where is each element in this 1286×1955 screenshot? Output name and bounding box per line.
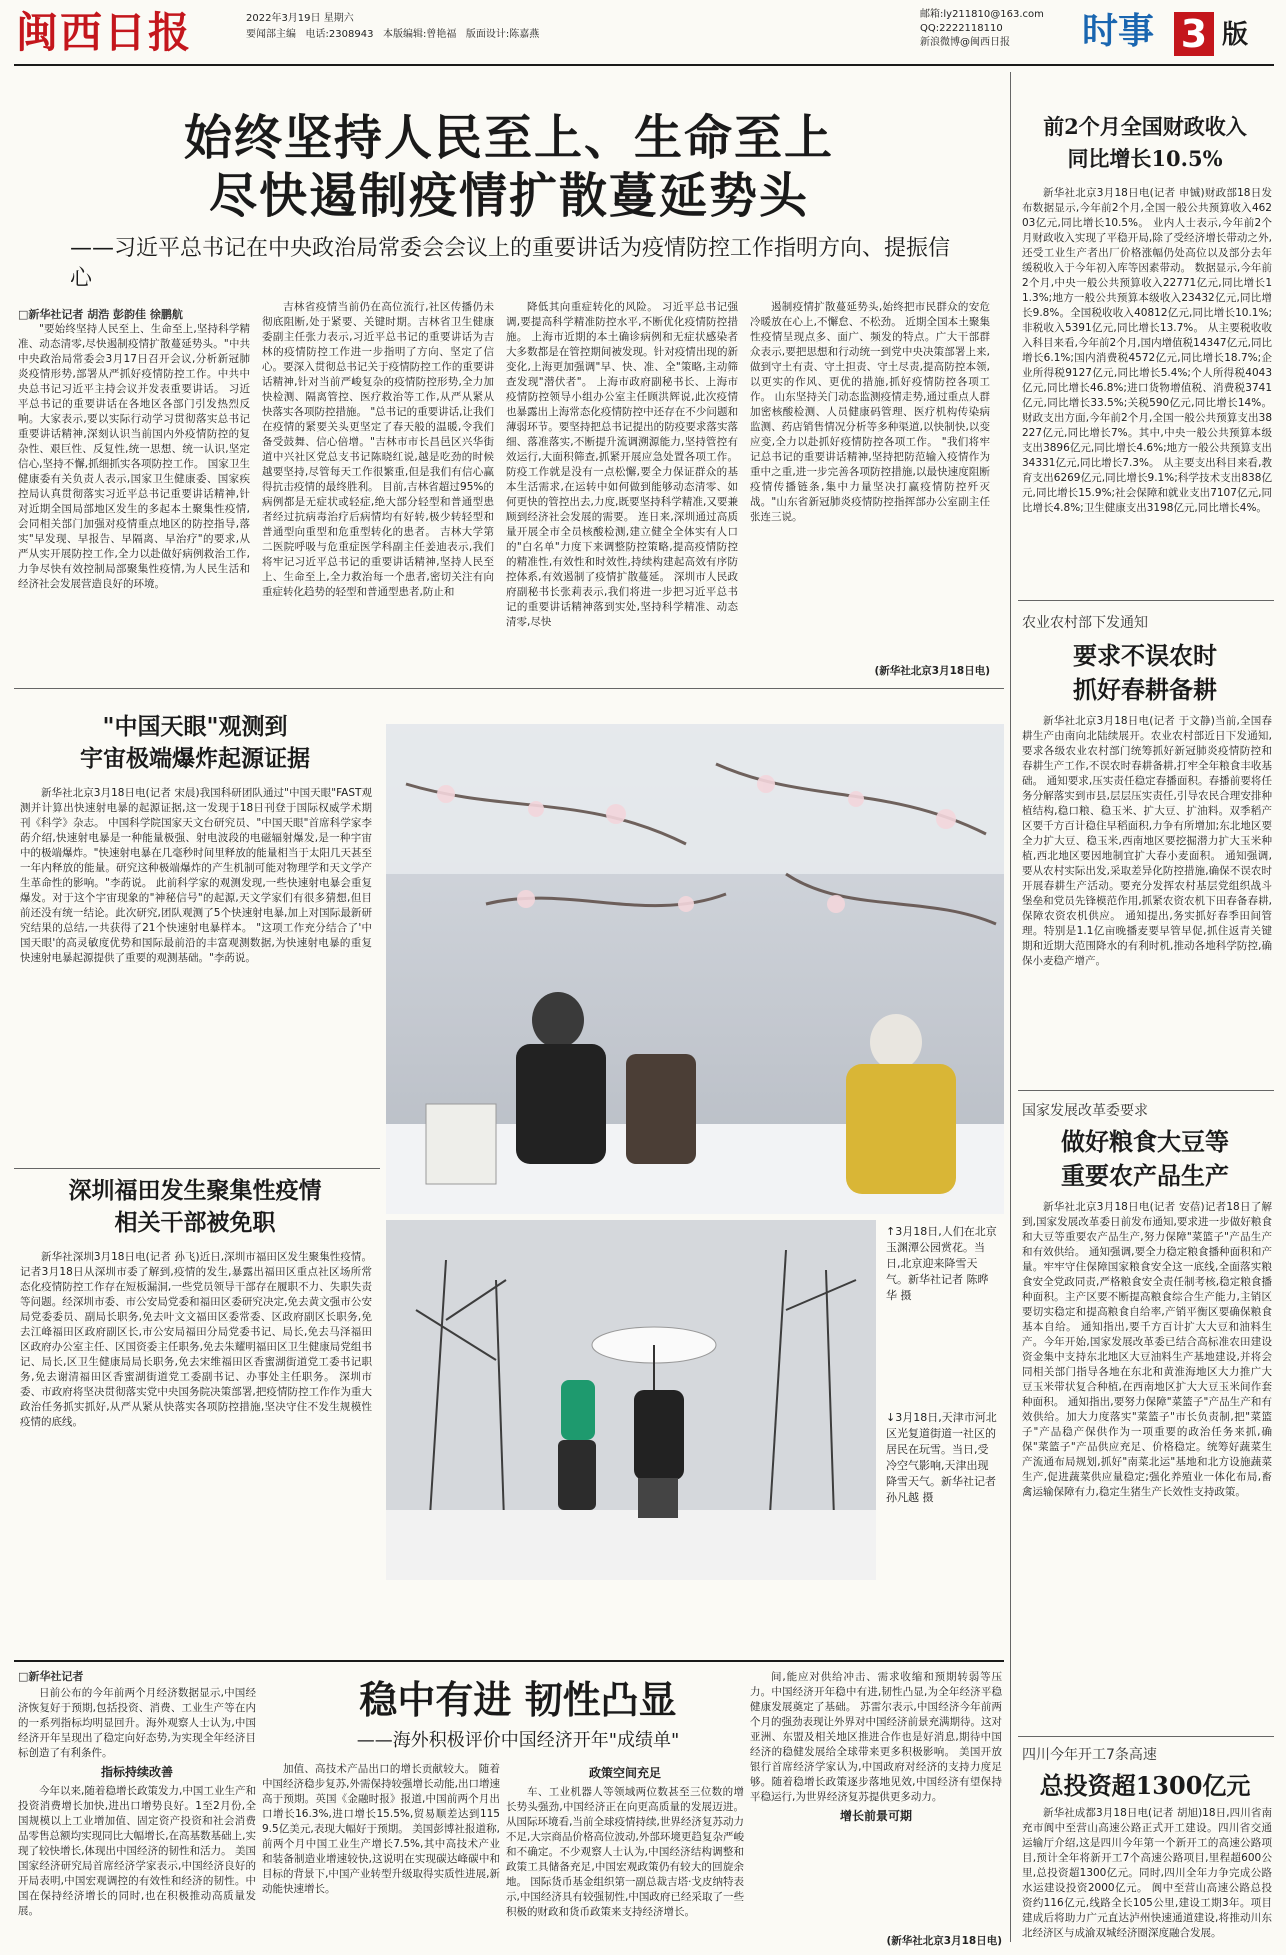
right-column-divider	[1010, 72, 1011, 1942]
ndrc-kicker: 国家发展改革委要求	[1022, 1103, 1148, 1119]
contact-weibo: 新浪微博@闽西日报	[920, 37, 1010, 48]
finance-article: 新华社北京3月18日电(记者 申铖)财政部18日发布数据显示,今年前2个月,全国一般公共预算收入46203亿元,同比增长10.5%。 业内人士表示,今年前2个月财政收入实现了平稳开局,除了受经济增长带动之外,还受工业生产者出厂价格涨幅仍处高位以及部分去年缓税收入于今年初入库等因素带动。 数据显示,今年前2个月,中央一般公共预算收入22771亿元,同比增长11.3%;地方一般公共预算本级收入23432亿元,同比增长9.8%。全国税收收入40812亿元,同比增长10.1%;非税收入5391亿元,同比增长13.7%。 从主要税收收入科目来看,今年前2个月,国内增值税14347亿元,同比增长6.1%;国内消费税4572亿元,同比增长18.7%;企业所得税9127亿元,同比增长5.4%;个人所得税4043亿元,同比增长46.8%;进口货物增值税、消费税3741亿元,同比增长33.5%;关税590亿元,同比增长14%。 财政支出方面,今年前2个月,全国一般公共预算支出38227亿元,同比增长7%。其中,中央一般公共预算本级支出3896亿元,同比增长4.6%;地方一般公共预算支出34331亿元,同比增长7.3%。 从主要支出科目来看,教育支出6269亿元,同比增长9.1%;科学技术支出838亿元,同比增长15.9%;社会保障和就业支出7107亿元,同比增长4.8%;卫生健康支出3198亿元,同比增长4%。	[1022, 187, 1272, 514]
finance-rule	[1018, 600, 1274, 601]
economy-column-2: 加值、高技术产品出口的增长贡献较大。 随着中国经济稳步复苏,外需保持较强增长动能,出口增速高于预期。英国《金融时报》报道,中国前两个月出口增长16.3%,进口增长15.5%,贸易顺差达到1159.5亿美元,表现大幅好于预期。 美国彭博社报道称,前两个月中国工业生产增长7.5%,其中高技术产业和装备制造业增速较快,这说明在实现碳达峰碳中和目标的背景下,中国产业转型升级取得实质性进展,新动能快速增长。	[262, 1763, 500, 1895]
economy-column-1: 日前公布的今年前两个月经济数据显示,中国经济恢复好于预期,包括投资、消费、工业生产等在内的一系列指标均明显回升。海外观察人士认为,中国经济开年呈现出了稳定向好态势,为实现全年经济目标创造了有利条件。 指标持续改善 今年以来,随着稳增长政策发力,中国工业生产和投资消费增长加快,进出口增势良好。1至2月份,全国规模以上工业增加值、固定资产投资和社会消费品零售总额均实现同比大幅增长,在高基数基础上,实现了较快增长,体现出中国经济的韧性和活力。 美国国家经济研究局首席经济学家表示,中国经济良好的开局表明,中国宏观调控的有效性和经济的韧性。中国在保持经济增长的同时,也在积极推动高质量发展。	[18, 1687, 256, 1917]
newspaper-logo: 闽西日报	[16, 8, 193, 57]
tianyan-headline-line2: 宇宙极端爆炸起源证据	[80, 745, 310, 772]
page-suffix: 版	[1222, 20, 1249, 50]
economy-section-3: 增长前景可期	[839, 1809, 912, 1823]
lead-headline-line2: 尽快遏制疫情扩散蔓延势头	[208, 168, 809, 224]
tianyan-headline-line1: "中国天眼"观测到	[102, 713, 288, 740]
lead-column-2: 吉林省疫情当前仍在高位流行,社区传播仍未彻底阻断,处于紧要、关键时期。吉林省卫生健康委副主任张力表示,习近平总书记的重要讲话为吉林的疫情防控工作进一步指明了方向、坚定了信心。要深入贯彻总书记关于疫情防控工作的重要讲话精神,针对当前严峻复杂的疫情防控形势,全力加快检测、隔离管控、医疗救治等工作,从严从紧从快落实各项防控措施。 "总书记的重要讲话,让我们在疫情的紧要关头更坚定了春天般的温暖,令我们备受鼓舞、信心倍增。"吉林市市长昌邑区兴华街道中兴社区党总支书记陈晓红说,越是吃劲的时候越要坚持,尽管每天工作很繁重,但是我们有信心赢得抗击疫情的最终胜利。 目前,吉林省超过95%的病例都是无症状或轻症,绝大部分轻型和普通型患者经过抗病毒治疗后病情均有好转,极少转轻型和普通型向重型和危重型转化的患者。 吉林大学第二医院呼吸与危重症医学科副主任姜迪表示,我们将牢记习近平总书记的重要讲话精神,坚持人民至上、生命至上,全力救治每一个患者,密切关注有向重症转化趋势的轻型和普通型患者,防止和	[262, 301, 494, 598]
agri-headline-line2: 抓好春耕备耕	[1073, 675, 1217, 704]
masthead-date: 2022年3月19日 星期六	[246, 13, 354, 24]
lead-column-4: 遏制疫情扩散蔓延势头,始终把市民群众的安危冷暖放在心上,不懈怠、不松劲。 近期全国本土聚集性疫情呈现点多、面广、频发的特点。广大干部群众表示,要把思想和行动统一到党中央决策部署上来,做到守土有责、守土担责、守土尽责,提高防控本领,以更实的作风、更优的措施,抓好疫情防控各项工作。 山东坚持关门动态监测疫情走势,通过重点人群加密核酸检测、人员健康码管理、医疗机构传染病监测、药店销售情况分析等多种渠道,以快制快,以变应变,全力以赴抓好疫情防控各项工作。 "我们将牢记总书记的重要讲话精神,坚持把防范输入疫情作为重中之重,进一步完善各项防控措施,以最快速度阻断疫情传播链条,集中力量坚决打赢疫情防控歼灭战。"山东省新冠肺炎疫情防控指挥部办公室副主任张连三说。	[750, 301, 990, 523]
shenzhen-article: 新华社深圳3月18日电(记者 孙飞)近日,深圳市福田区发生聚集性疫情。记者3月18日从深圳市委了解到,疫情的发生,暴露出福田区重点社区场所常态化疫情防控工作存在短板漏洞,一些党员领导干部存在履职不力、失职失责等问题。经深圳市委、市公安局党委和福田区委研究决定,免去黄文强市公安局党委委员、副局长职务,免去叶文文福田区委常委、区政府副区长职务,免去江峰福田区政府副区长,市公安局福田分局党委书记、局长,免去马泽福田区政府办公室主任、区国资委主任职务,免去朱耀明福田区卫生健康局党组书记、局长,区卫生健康局局长职务,免去宋维福田区香蜜湖街道党工委书记职务,免去谢清福田区香蜜湖街道党工委副书记、办事处主任职务。 深圳市委、市政府将坚决贯彻落实党中央国务院决策部署,把疫情防控工作作为重大政治任务抓实抓好,从严从紧从快落实各项防控措施,坚决守住不发生规模性疫情的底线。	[20, 1251, 372, 1428]
finance-headline-line1: 前2个月全国财政收入	[1043, 114, 1247, 139]
photo-caption-1: ↑3月18日,人们在北京玉渊潭公园赏花。当日,北京迎来降雪天气。新华社记者 陈晔华 摄	[886, 1225, 997, 1302]
snow-blossom-image	[386, 724, 1004, 1214]
economy-column-3: 政策空间充足 车、工业机器人等领域两位数甚至三位数的增长势头强劲,中国经济正在向更高质量的发展迈进。 从国际环境看,当前全球疫情持续,世界经济复苏动力不足,大宗商品价格高位波动,外部环境更趋复杂严峻和不确定。不少观察人士认为,中国经济结构调整和政策工具储备充足,中国宏观政策仍有较大的回旋余地。 国际货币基金组织第一副总裁吉塔·戈皮纳特表示,中国经济具有较强韧性,中国政府已经采取了一些积极的财政和货币政策来支持经济增长。	[506, 1766, 744, 1918]
tianyan-rule	[14, 1168, 380, 1169]
ndrc-article: 新华社北京3月18日电(记者 安蓓)记者18日了解到,国家发展改革委日前发布通知,要求进一步做好粮食和大豆等重要农产品生产,努力保障"菜篮子"产品生产和有效供给。 通知强调,要全力稳定粮食播种面积和产量。牢牢守住保障国家粮食安全这一底线,全面落实粮食安全党政同责,严格粮食安全责任制考核,稳定粮食播种面积。主产区要不断提高粮食综合生产能力,主销区要切实稳定和提高粮食自给率,产销平衡区要确保粮食基本自给。 通知指出,要千方百计扩大大豆和油料生产。今年开始,国家发展改革委已结合高标准农田建设资金集中支持东北地区大豆油料生产基地建设,并将会同相关部门指导各地在东北和黄淮海地区大力推广大豆玉米带状复合种植,在西南地区扩大大豆玉米间作套种面积。 通知指出,要努力保障"菜篮子"产品生产和有效供给。加大力度落实"菜篮子"市长负责制,把"菜篮子"产品稳产保供作为一项重要的政治任务来抓,确保"菜篮子"产品供应充足、价格稳定。统筹好蔬菜生产流通布局规划,抓好"南菜北运"基地和北方设施蔬菜生产,促进蔬菜供应量稳定;强化养殖业一体化布局,畜禽运输保障有力,稳定生猪生产长效性支持政策。	[1022, 1201, 1272, 1498]
economy-byline: □新华社记者	[18, 1670, 84, 1683]
lead-dateline: (新华社北京3月18日电)	[874, 665, 990, 677]
snow-play-image	[386, 1220, 876, 1580]
photo-caption-2: ↓3月18日,天津市河北区光复道街道一社区的居民在玩雪。当日,受冷空气影响,天津出现降雪天气。新华社记者 孙凡越 摄	[886, 1411, 997, 1504]
page-number-badge: 3	[1174, 12, 1214, 56]
shenzhen-headline-line1: 深圳福田发生聚集性疫情	[68, 1177, 322, 1204]
lead-column-1: "要始终坚持人民至上、生命至上,坚持科学精准、动态清零,尽快遏制疫情扩散蔓延势头。"中共中央政治局常委会3月17日召开会议,分析新冠肺炎疫情形势,部署从严抓好疫情防控工作。中共中央总书记习近平主持会议并发表重要讲话。 习近平总书记的重要讲话在各地区各部门引发热烈反响。大家表示,要以实际行动学习贯彻落实总书记重要讲话精神,深刻认识当前国内外疫情防控的复杂性、艰巨性、反复性,统一思想、统一认识,坚定信心,坚持不懈,抓细抓实各项防控工作。 国家卫生健康委有关负责人表示,国家卫生健康委、国家疾控局认真贯彻落实习近平总书记重要讲话精神,针对近期全国局部地区发生的多起本土聚集性疫情,会同相关部门加强对疫情重点地区的防控指导,落实"早发现、早报告、早隔离、早治疗"的要求,从严从实开展防控工作,全力以赴做好病例救治工作,力争尽快有效控制局部聚集性疫情,为人民生活和经济社会发展营造良好的环境。	[18, 323, 250, 590]
shenzhen-headline-line2: 相关干部被免职	[114, 1209, 276, 1236]
economy-headline: 稳中有进 韧性凸显	[359, 1677, 677, 1722]
lead-byline: □新华社记者 胡浩 彭韵佳 徐鹏航	[18, 308, 183, 321]
masthead-credits: 要闻部主编 电话:2308943 本版编辑:曾艳福 版面设计:陈嘉燕	[246, 29, 540, 40]
masthead-divider	[14, 64, 1274, 66]
agri-rule	[1018, 1090, 1274, 1091]
masthead-contact	[920, 8, 1070, 50]
economy-column-4: 间,能应对供给冲击、需求收缩和预期转弱等压力。中国经济开年稳中有进,韧性凸显,为全年经济平稳健康发展奠定了基础。 苏雷尔表示,中国经济今年前两个月的强劲表现让外界对中国经济前景充满期待。这对亚洲、东盟及相关地区推进合作也是好消息,期待中国经济的稳健发展给全球带来更多积极影响。 美国开放银行首席经济学家认为,中国政府对经济的支持力度足够。随着稳增长政策逐步落地见效,中国经济有望保持平稳运行,为世界经济复苏提供更多动力。 增长前景可期	[750, 1671, 1002, 1823]
snow-play-photo	[386, 1220, 876, 1580]
lead-subtitle: ——习近平总书记在中央政治局常委会会议上的重要讲话为疫情防控工作指明方向、提振信心	[70, 236, 951, 291]
ndrc-headline-line1: 做好粮食大豆等	[1061, 1127, 1229, 1156]
lead-headline-line1: 始终坚持人民至上、生命至上	[183, 110, 834, 166]
sichuan-kicker: 四川今年开工7条高速	[1022, 1747, 1157, 1763]
economy-section-1: 指标持续改善	[100, 1765, 173, 1779]
contact-qq: QQ:2222118110	[920, 23, 1003, 34]
agri-article: 新华社北京3月18日电(记者 于文静)当前,全国春耕生产由南向北陆续展开。农业农村部近日下发通知,要求各级农业农村部门统筹抓好新冠肺炎疫情防控和春耕生产工作,不误农时春耕备耕,打牢全年粮食丰收基础。 通知要求,压实责任稳定春播面积。春播前要将任务分解落实到市县,层层压实责任,引导农民合理安排种植结构,稳口粮、稳玉米、扩大豆、扩油料。双季稻产区要千方百计稳住早稻面积,力争有所增加;东北地区要全力扩大豆、稳玉米,西南地区要挖掘潜力扩大玉米种植,西北地区要因地制宜扩大春小麦面积。 通知强调,要从农村实际出发,采取差异化防控措施,确保不误农时开展春耕生产活动。要充分发挥农村基层党组织战斗堡垒和党员先锋模范作用,抓紧农资农机下田春备春耕,保障农资农机供应。 通知提出,务实抓好春季田间管理。特别是1.1亿亩晚播麦要早管早促,抓住返青关键期和近期大范围降水的有利时机,推动各地科学防控,确保小麦稳产增产。	[1022, 715, 1272, 967]
agri-kicker: 农业农村部下发通知	[1022, 615, 1148, 631]
finance-headline-line2: 同比增长10.5%	[1067, 146, 1223, 171]
ndrc-headline-line2: 重要农产品生产	[1061, 1161, 1229, 1190]
sichuan-article: 新华社成都3月18日电(记者 胡旭)18日,四川省南充市阆中至营山高速公路正式开工建设。四川省交通运输厅介绍,这是四川今年第一个新开工的高速公路项目,预计全年将新开工7个高速公路项目,里程超600公里,总投资超1300亿元。同时,四川全年力争完成公路水运建设投资2000亿元。 阆中至营山高速公路总投资约116亿元,线路全长105公里,建设工期3年。项目建成后将助力广元直达泸州快速通道建设,将推动川东北经济区与成渝双城经济圈深度融合发展。	[1022, 1807, 1272, 1939]
economy-section-2: 政策空间充足	[588, 1766, 661, 1780]
lead-bottom-rule	[14, 688, 1004, 689]
sichuan-headline: 总投资超1300亿元	[1039, 1771, 1251, 1800]
lower-section-rule	[14, 1660, 1004, 1662]
tianyan-article: 新华社北京3月18日电(记者 宋晨)我国科研团队通过"中国天眼"FAST观测并计算出快速射电暴的起源证据,这一发现于18日刊登于国际权威学术期刊《科学》杂志。 中国科学院国家天文台研究员、"中国天眼"首席科学家李菂介绍,快速射电暴是一种能量极强、射电波段的电磁辐射爆发,是一种宇宙中的极端爆炸。"快速射电暴在几毫秒时间里释放的能量相当于太阳几天甚至一年内释放的能量。研究这种极端爆炸的产生机制可能对物理学和天文学产生革命性的影响。"李菂说。 此前科学家的观测发现,一些快速射电暴会重复爆发。对于这个宇宙现象的"神秘信号"的起源,天文学家们有很多猜想,但目前还没有统一结论。此次研究,团队观测了5个快速射电暴,加上对国际最新研究结果的总结,一共获得了21个快速射电暴样本。 "这项工作充分结合了'中国天眼'的高灵敏度优势和国际最前沿的丰富观测数据,为快速射电暴的重复快速射电暴起源提供了重要的观测基础。"李菂说。	[20, 787, 372, 964]
snow-blossom-photo	[386, 724, 1004, 1214]
agri-headline-line1: 要求不误农时	[1073, 641, 1217, 670]
economy-dateline: (新华社北京3月18日电)	[886, 1935, 1002, 1947]
lead-column-3: 降低其向重症转化的风险。 习近平总书记强调,要提高科学精准防控水平,不断优化疫情防控措施。 上海市近期的本土确诊病例和无症状感染者大多数都是在管控期间被发现。针对疫情出现的新变化,上海更加强调"早、快、准、全"策略,主动筛查发现"潜伏者"。 上海市政府副秘书长、上海市疫情防控领导小组办公室主任顾洪辉说,此次疫情也暴露出上海常态化疫情防控中还存在不少问题和薄弱环节。要坚持把总书记提出的防疫要求落实落细、落准落实,不断提升流调溯源能力,坚持管控有效运行,大面积筛查,抓紧开展应急处置各项工作。 防疫工作就是没有一点松懈,要全力保证群众的基本生活需求,在运转中如何做到能够动态清零、如何更快的管控出去,力度,既要坚持科学精准,又要兼顾到经济社会发展的需要。 连日来,深圳通过高质量开展全市全员核酸检测,建立健全全体实有人口的"白名单"力度下来调整防控策略,提高疫情防控的精准性,有效性和时效性,持续构建起高效有序防控体系,有效遏制了疫情扩散蔓延。 深圳市人民政府副秘书长张莉表示,我们将进一步把习近平总书记的重要讲话精神落到实处,坚持科学精准、动态清零,尽快	[506, 301, 738, 628]
ndrc-rule	[1018, 1736, 1274, 1737]
section-label: 时事	[1082, 11, 1155, 52]
contact-email: 邮箱:ly211810@163.com	[920, 9, 1044, 20]
economy-subtitle: ——海外积极评价中国经济开年"成绩单"	[356, 1730, 680, 1751]
masthead	[0, 0, 1286, 80]
